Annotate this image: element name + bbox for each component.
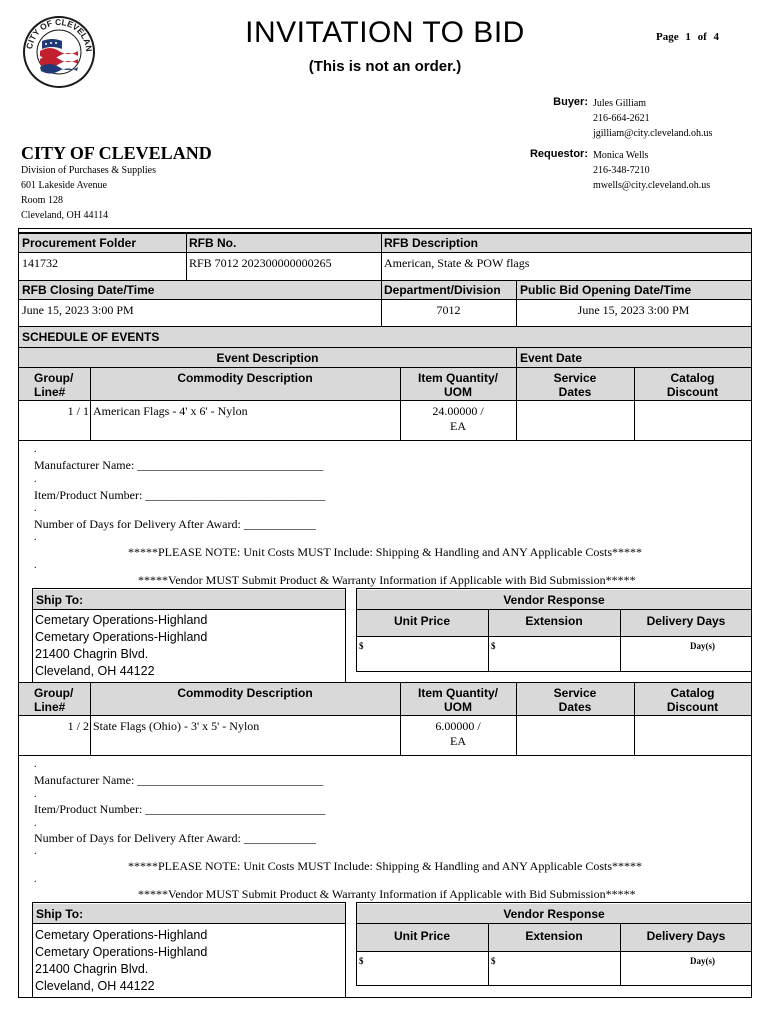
uom-value: EA — [450, 419, 466, 433]
page-total: 4 — [713, 31, 720, 43]
rule — [32, 609, 346, 610]
ship-address-line: Cleveland, OH 44122 — [35, 664, 155, 678]
service-label: Service — [553, 371, 597, 385]
group-line-header — [34, 686, 73, 714]
dot-marker: . — [34, 503, 37, 514]
dot-marker: . — [34, 846, 37, 857]
page-label: Page — [656, 31, 679, 43]
uom-label: UOM — [444, 700, 472, 714]
catalog-label: Catalog — [670, 686, 715, 700]
unit-price-input[interactable]: $ — [359, 641, 364, 651]
rule — [18, 252, 752, 253]
delivery-days-field[interactable]: Number of Days for Delivery After Award: ____________ — [34, 831, 316, 845]
item-quantity — [400, 404, 516, 434]
manufacturer-field[interactable]: Manufacturer Name: _______________________________ — [34, 458, 324, 472]
line-label: Line# — [34, 385, 66, 399]
discount-label: Discount — [666, 700, 719, 714]
vendor-response-header: Vendor Response — [503, 593, 605, 607]
closing-value: June 15, 2023 3:00 PM — [22, 303, 134, 317]
svg-text:CITY OF CLEVELAND OHIO: CITY OF CLEVELAN — [24, 16, 95, 53]
item-description: American Flags - 4' x 6' - Nylon — [93, 404, 248, 418]
dot-marker: . — [34, 532, 37, 543]
catalog-label: Catalog — [670, 371, 715, 385]
page-of: of — [697, 31, 707, 43]
department-value: 7012 — [436, 303, 461, 317]
commodity-header: Commodity Description — [177, 371, 313, 385]
requestor-label: Requestor: — [529, 148, 588, 160]
buyer-name: Jules Gilliam — [593, 98, 647, 109]
service-label: Service — [553, 686, 597, 700]
qty-value: 24.00000 / — [432, 404, 484, 418]
rule — [516, 347, 517, 367]
group-label: Group/ — [34, 371, 74, 385]
ship-address-line: Cemetary Operations-Highland — [35, 630, 208, 644]
warranty-note: *****Vendor MUST Submit Product & Warranty Information if Applicable with Bid Submission***** — [138, 573, 636, 587]
buyer-contact — [593, 96, 712, 141]
rule — [18, 232, 752, 234]
vendor-response-header: Vendor Response — [503, 907, 605, 921]
rule — [18, 299, 752, 300]
closing-header: RFB Closing Date/Time — [22, 283, 155, 297]
rule — [18, 326, 752, 327]
catalog-discount-header — [634, 686, 751, 714]
opening-header: Public Bid Opening Date/Time — [520, 283, 692, 297]
ship-address-line: Cleveland, OH 44122 — [35, 979, 155, 993]
delivery-days-field[interactable]: Number of Days for Delivery After Award: ____________ — [34, 517, 316, 531]
qty-label: Item Quantity/ — [417, 371, 498, 385]
group-line-header — [34, 371, 73, 399]
discount-label: Discount — [666, 385, 719, 399]
unit-cost-note: *****PLEASE NOTE: Unit Costs MUST Include: Shipping & Handling and ANY Applicable Costs***** — [128, 859, 642, 873]
rule — [32, 923, 346, 924]
procurement-folder-header: Procurement Folder — [22, 236, 137, 250]
document-subtitle: (This is not an order.) — [308, 58, 462, 75]
dot-marker: . — [34, 874, 37, 885]
address-line: 601 Lakeside Avenue — [21, 180, 107, 191]
product-number-field[interactable]: Item/Product Number: ______________________________ — [34, 802, 326, 816]
opening-value: June 15, 2023 3:00 PM — [577, 303, 690, 317]
ship-address-line: 21400 Chagrin Blvd. — [35, 647, 149, 661]
rule — [186, 232, 187, 280]
qty-value: 6.00000 / — [435, 719, 481, 733]
requestor-contact — [593, 148, 710, 193]
product-number-field[interactable]: Item/Product Number: ______________________________ — [34, 488, 326, 502]
ship-to-header: Ship To: — [36, 907, 84, 921]
line-number: 1 / 2 — [67, 719, 89, 733]
service-dates-header — [516, 371, 634, 399]
ship-to-header: Ship To: — [36, 593, 84, 607]
address-line: Division of Purchases & Supplies — [21, 165, 156, 176]
rule — [356, 923, 752, 924]
buyer-email: jgilliam@city.cleveland.oh.us — [593, 128, 713, 139]
group-label: Group/ — [34, 686, 74, 700]
buyer-phone: 216-664-2621 — [593, 113, 650, 124]
extension-header: Extension — [525, 929, 583, 943]
ship-to-address — [35, 612, 207, 680]
rule — [356, 636, 752, 637]
rule — [18, 715, 752, 716]
ship-address-line: Cemetary Operations-Highland — [35, 945, 208, 959]
uom-label: UOM — [444, 385, 472, 399]
department-header: Department/Division — [384, 283, 501, 297]
dot-marker: . — [34, 474, 37, 485]
ship-address-line: 21400 Chagrin Blvd. — [35, 962, 149, 976]
service-dates-header — [516, 686, 634, 714]
event-description-header: Event Description — [216, 351, 319, 365]
ship-to-address — [35, 927, 207, 995]
rule — [356, 951, 752, 952]
rule — [18, 400, 752, 401]
page-indicator — [656, 31, 719, 43]
unit-price-header: Unit Price — [393, 929, 450, 943]
extension-input[interactable]: $ — [491, 641, 496, 651]
dot-marker: . — [34, 560, 37, 571]
rfb-description-header: RFB Description — [384, 236, 479, 250]
ship-address-line: Cemetary Operations-Highland — [35, 613, 208, 627]
buyer-label: Buyer: — [553, 96, 588, 108]
address-line: Cleveland, OH 44114 — [21, 210, 109, 221]
schedule-of-events-header: SCHEDULE OF EVENTS — [22, 330, 160, 344]
qty-label: Item Quantity/ — [417, 686, 498, 700]
commodity-header: Commodity Description — [177, 686, 313, 700]
city-name: CITY OF CLEVELAND — [21, 143, 212, 163]
qty-header — [400, 371, 516, 399]
rule — [18, 347, 752, 348]
unit-price-input[interactable]: $ — [359, 956, 364, 966]
uom-value: EA — [450, 734, 466, 748]
rule — [18, 682, 752, 683]
requestor-email: mwells@city.cleveland.oh.us — [593, 180, 711, 191]
dates-label: Dates — [558, 385, 592, 399]
rfb-no-value: RFB 7012 202300000000265 — [189, 256, 332, 270]
requestor-phone: 216-348-7210 — [593, 165, 650, 176]
delivery-days-input[interactable]: Day(s) — [690, 641, 715, 651]
warranty-note: *****Vendor MUST Submit Product & Warranty Information if Applicable with Bid Submission***** — [138, 887, 636, 901]
line-label: Line# — [34, 700, 66, 714]
dot-marker: . — [34, 818, 37, 829]
catalog-discount-header — [634, 371, 751, 399]
manufacturer-field[interactable]: Manufacturer Name: _______________________________ — [34, 773, 324, 787]
dot-marker: . — [34, 759, 37, 770]
rule — [18, 367, 752, 368]
city-address — [21, 163, 156, 223]
extension-input[interactable]: $ — [491, 956, 496, 966]
event-date-header: Event Date — [520, 351, 583, 365]
rule — [18, 280, 752, 281]
dot-marker: . — [34, 789, 37, 800]
delivery-days-header: Delivery Days — [646, 614, 726, 628]
delivery-days-input[interactable]: Day(s) — [690, 956, 715, 966]
rule — [356, 609, 752, 610]
page-current: 1 — [685, 31, 691, 43]
requestor-name: Monica Wells — [593, 150, 649, 161]
dates-label: Dates — [558, 700, 592, 714]
rfb-description-value: American, State & POW flags — [384, 256, 530, 270]
document-title: INVITATION TO BID — [245, 16, 525, 49]
unit-cost-note: *****PLEASE NOTE: Unit Costs MUST Include: Shipping & Handling and ANY Applicable Costs***** — [128, 545, 642, 559]
ship-address-line: Cemetary Operations-Highland — [35, 928, 208, 942]
address-line: Room 128 — [21, 195, 63, 206]
rule — [18, 755, 752, 756]
delivery-days-header: Delivery Days — [646, 929, 726, 943]
rule — [18, 440, 752, 441]
dot-marker: . — [34, 444, 37, 455]
procurement-folder-value: 141732 — [22, 256, 58, 270]
extension-header: Extension — [525, 614, 583, 628]
item-quantity — [400, 719, 516, 749]
unit-price-header: Unit Price — [393, 614, 450, 628]
rfb-no-header: RFB No. — [189, 236, 237, 250]
item-description: State Flags (Ohio) - 3' x 5' - Nylon — [93, 719, 260, 733]
qty-header — [400, 686, 516, 714]
line-number: 1 / 1 — [67, 404, 89, 418]
